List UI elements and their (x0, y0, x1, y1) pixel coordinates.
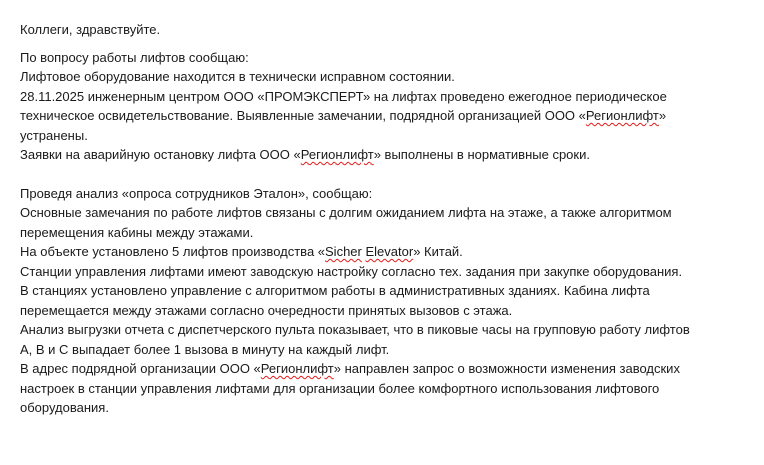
spellcheck-word[interactable]: Регионлифт (585, 108, 659, 123)
text-line: В станциях установлено управление с алгоритмом работы в административных зданиях. Кабина лифта (20, 283, 650, 298)
text-segment: На объекте установлено 5 лифтов производства « (20, 244, 326, 259)
text-line: устранены. (20, 127, 88, 143)
text-line: Анализ выгрузки отчета с диспетчерского пульта показывает, что в пиковые часы на групповую работу лифтов (20, 322, 690, 337)
text-line (20, 242, 750, 262)
text-line: По вопросу работы лифтов сообщаю: (20, 49, 249, 65)
text-line: перемещается между этажами согласно очередности принятых вызовов с этажа. (20, 302, 513, 318)
text-line (20, 106, 750, 126)
text-line: оборудования. (20, 400, 109, 415)
text-line: 28.11.2025 инженерным центром ООО «ПРОМЭКСПЕРТ» на лифтах проведено ежегодное периодическое (20, 88, 667, 104)
text-line: Лифтовое оборудование находится в технически исправном состоянии. (20, 69, 455, 84)
spellcheck-word[interactable]: Регионлифт (300, 147, 374, 162)
text-segment: техническое освидетельствование. Выявленные замечании, подрядной организацией ООО « (20, 108, 586, 123)
text-segment: Заявки на аварийную остановку лифта ООО « (20, 147, 301, 162)
text-line: Станции управления лифтами имеют заводскую настройку согласно тех. задания при закупке оборудования. (20, 263, 683, 279)
spellcheck-word[interactable]: Регионлифт (260, 361, 334, 376)
text-line: настроек в станции управления лифтами для организации более комфортного использования лифтового (20, 380, 660, 396)
spellcheck-word[interactable]: Elevator (365, 244, 414, 259)
document-body (20, 20, 750, 418)
text-line: перемещения кабины между этажами. (20, 224, 254, 240)
text-segment: » направлен запрос о возможности изменения заводских (333, 361, 680, 376)
paragraph-spacer (20, 165, 750, 184)
paragraph-spacer (20, 40, 750, 48)
text-line: А, В и С выпадает более 1 вызова в минуту на каждый лифт. (20, 341, 390, 357)
paragraph-lift-status (20, 48, 750, 165)
text-line: Проведя анализ «опроса сотрудников Эталон», сообщаю: (20, 185, 373, 201)
text-line (20, 145, 750, 165)
text-segment: » (658, 108, 667, 123)
spellcheck-word[interactable]: Sicher (325, 244, 362, 259)
text-line: Основные замечания по работе лифтов связаны с долгим ожиданием лифта на этаже, а также алгоритмом (20, 205, 672, 220)
text-segment: » выполнены в нормативные сроки. (373, 147, 590, 162)
paragraph-survey-analysis (20, 184, 750, 418)
text-segment: » Китай. (413, 244, 463, 259)
greeting-line: Коллеги, здравствуйте. (20, 22, 161, 37)
text-segment: В адрес подрядной организации ООО « (20, 361, 261, 376)
text-line (20, 359, 750, 379)
